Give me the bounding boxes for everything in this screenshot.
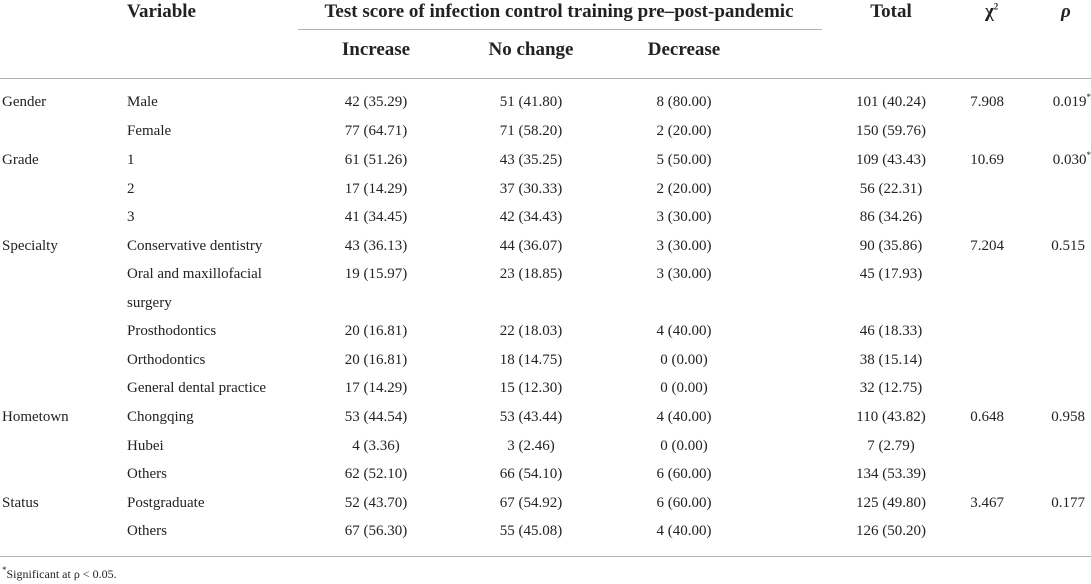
p-value-gender: 0.019*	[1052, 92, 1091, 110]
total-cell: 56 (22.31)	[859, 181, 923, 197]
total-cell: 32 (12.75)	[859, 380, 923, 396]
p-value-grade: 0.030*	[1052, 150, 1091, 168]
no-change-cell: 18 (14.75)	[499, 352, 563, 368]
group-label-hometown: Hometown	[2, 409, 69, 425]
total-cell: 45 (17.93)	[859, 266, 923, 282]
chi-value-gender: 7.908	[970, 94, 1004, 110]
total-cell: 38 (15.14)	[859, 352, 923, 368]
group-label-grade: Grade	[2, 152, 39, 168]
increase-cell: 43 (36.13)	[344, 238, 408, 254]
subcategory-label: Male	[127, 94, 158, 110]
decrease-cell: 3 (30.00)	[656, 209, 712, 225]
table-bottom-rule	[0, 556, 1091, 557]
decrease-cell: 8 (80.00)	[656, 94, 712, 110]
decrease-cell: 3 (30.00)	[656, 266, 712, 282]
decrease-cell: 2 (20.00)	[656, 181, 712, 197]
subcategory-label: Conservative dentistry	[127, 238, 263, 254]
total-cell: 125 (49.80)	[856, 495, 926, 511]
subcategory-label: 3	[127, 209, 135, 225]
decrease-cell: 2 (20.00)	[656, 123, 712, 139]
subcategory-label: Hubei	[127, 438, 164, 454]
no-change-cell: 51 (41.80)	[499, 94, 563, 110]
subcategory-label: Orthodontics	[127, 352, 206, 368]
subcategory-label: Others	[127, 523, 167, 539]
subcategory-label: 1	[127, 152, 135, 168]
increase-cell: 19 (15.97)	[344, 266, 408, 282]
total-cell: 134 (53.39)	[856, 466, 926, 482]
no-change-cell: 71 (58.20)	[499, 123, 563, 139]
no-change-cell: 67 (54.92)	[499, 495, 563, 511]
no-change-cell: 15 (12.30)	[499, 380, 563, 396]
increase-cell: 4 (3.36)	[352, 438, 400, 454]
no-change-cell: 53 (43.44)	[499, 409, 563, 425]
decrease-cell: 6 (60.00)	[656, 466, 712, 482]
increase-cell: 42 (35.29)	[344, 94, 408, 110]
no-change-cell: 42 (34.43)	[499, 209, 563, 225]
subcategory-label: Postgraduate	[127, 495, 205, 511]
decrease-header: Decrease	[647, 39, 721, 60]
increase-cell: 17 (14.29)	[344, 380, 408, 396]
chi-value-hometown: 0.648	[970, 409, 1004, 425]
total-cell: 150 (59.76)	[856, 123, 926, 139]
p-value-status: 0.177	[1051, 495, 1085, 511]
total-cell: 46 (18.33)	[859, 323, 923, 339]
decrease-cell: 0 (0.00)	[660, 352, 708, 368]
decrease-cell: 0 (0.00)	[660, 438, 708, 454]
decrease-cell: 4 (40.00)	[656, 409, 712, 425]
total-cell: 109 (43.43)	[856, 152, 926, 168]
increase-cell: 61 (51.26)	[344, 152, 408, 168]
p-value-hometown: 0.958	[1051, 409, 1085, 425]
p-header: ρ	[1061, 1, 1071, 22]
increase-cell: 41 (34.45)	[344, 209, 408, 225]
subcategory-label: Oral and maxillofacial	[127, 266, 262, 282]
no-change-cell: 44 (36.07)	[499, 238, 563, 254]
no-change-header: No change	[488, 39, 574, 60]
decrease-cell: 5 (50.00)	[656, 152, 712, 168]
no-change-cell: 37 (30.33)	[499, 181, 563, 197]
chi-square-header	[985, 1, 998, 23]
subcategory-label-continued: surgery	[127, 295, 172, 311]
chi-symbol: χ	[985, 1, 994, 22]
footnote-text: Significant at ρ < 0.05.	[6, 567, 117, 581]
increase-cell: 52 (43.70)	[344, 495, 408, 511]
subcategory-label: Chongqing	[127, 409, 194, 425]
subcategory-label: 2	[127, 181, 135, 197]
group-title-underline	[298, 29, 822, 30]
decrease-cell: 4 (40.00)	[656, 323, 712, 339]
increase-cell: 53 (44.54)	[344, 409, 408, 425]
increase-cell: 20 (16.81)	[344, 352, 408, 368]
chi-exponent: 2	[993, 1, 999, 12]
variable-header: Variable	[127, 1, 196, 22]
increase-cell: 20 (16.81)	[344, 323, 408, 339]
total-cell: 90 (35.86)	[859, 238, 923, 254]
subcategory-label: General dental practice	[127, 380, 267, 396]
group-label-gender: Gender	[2, 94, 47, 110]
decrease-cell: 6 (60.00)	[656, 495, 712, 511]
group-title-header: Test score of infection control training pre–post-pandemic	[324, 1, 794, 22]
increase-cell: 62 (52.10)	[344, 466, 408, 482]
decrease-cell: 0 (0.00)	[660, 380, 708, 396]
group-label-specialty: Specialty	[2, 238, 58, 254]
decrease-cell: 4 (40.00)	[656, 523, 712, 539]
group-label-status: Status	[2, 495, 39, 511]
no-change-cell: 55 (45.08)	[499, 523, 563, 539]
increase-cell: 17 (14.29)	[344, 181, 408, 197]
subcategory-label: Female	[127, 123, 172, 139]
header-bottom-rule	[0, 78, 1091, 79]
decrease-cell: 3 (30.00)	[656, 238, 712, 254]
total-cell: 126 (50.20)	[856, 523, 926, 539]
total-header: Total	[870, 1, 912, 22]
chi-value-status: 3.467	[970, 495, 1004, 511]
total-cell: 7 (2.79)	[867, 438, 915, 454]
subcategory-label: Prosthodontics	[127, 323, 217, 339]
total-cell: 101 (40.24)	[856, 94, 926, 110]
no-change-cell: 23 (18.85)	[499, 266, 563, 282]
footnote-marker: *	[2, 565, 7, 575]
subcategory-label: Others	[127, 466, 167, 482]
increase-cell: 77 (64.71)	[344, 123, 408, 139]
no-change-cell: 66 (54.10)	[499, 466, 563, 482]
no-change-cell: 3 (2.46)	[507, 438, 555, 454]
increase-header: Increase	[341, 39, 411, 60]
no-change-cell: 22 (18.03)	[499, 323, 563, 339]
p-value-specialty: 0.515	[1051, 238, 1085, 254]
footnote	[2, 567, 117, 581]
chi-value-specialty: 7.204	[970, 238, 1004, 254]
chi-value-grade: 10.69	[970, 152, 1004, 168]
no-change-cell: 43 (35.25)	[499, 152, 563, 168]
increase-cell: 67 (56.30)	[344, 523, 408, 539]
total-cell: 110 (43.82)	[856, 409, 926, 425]
total-cell: 86 (34.26)	[859, 209, 923, 225]
